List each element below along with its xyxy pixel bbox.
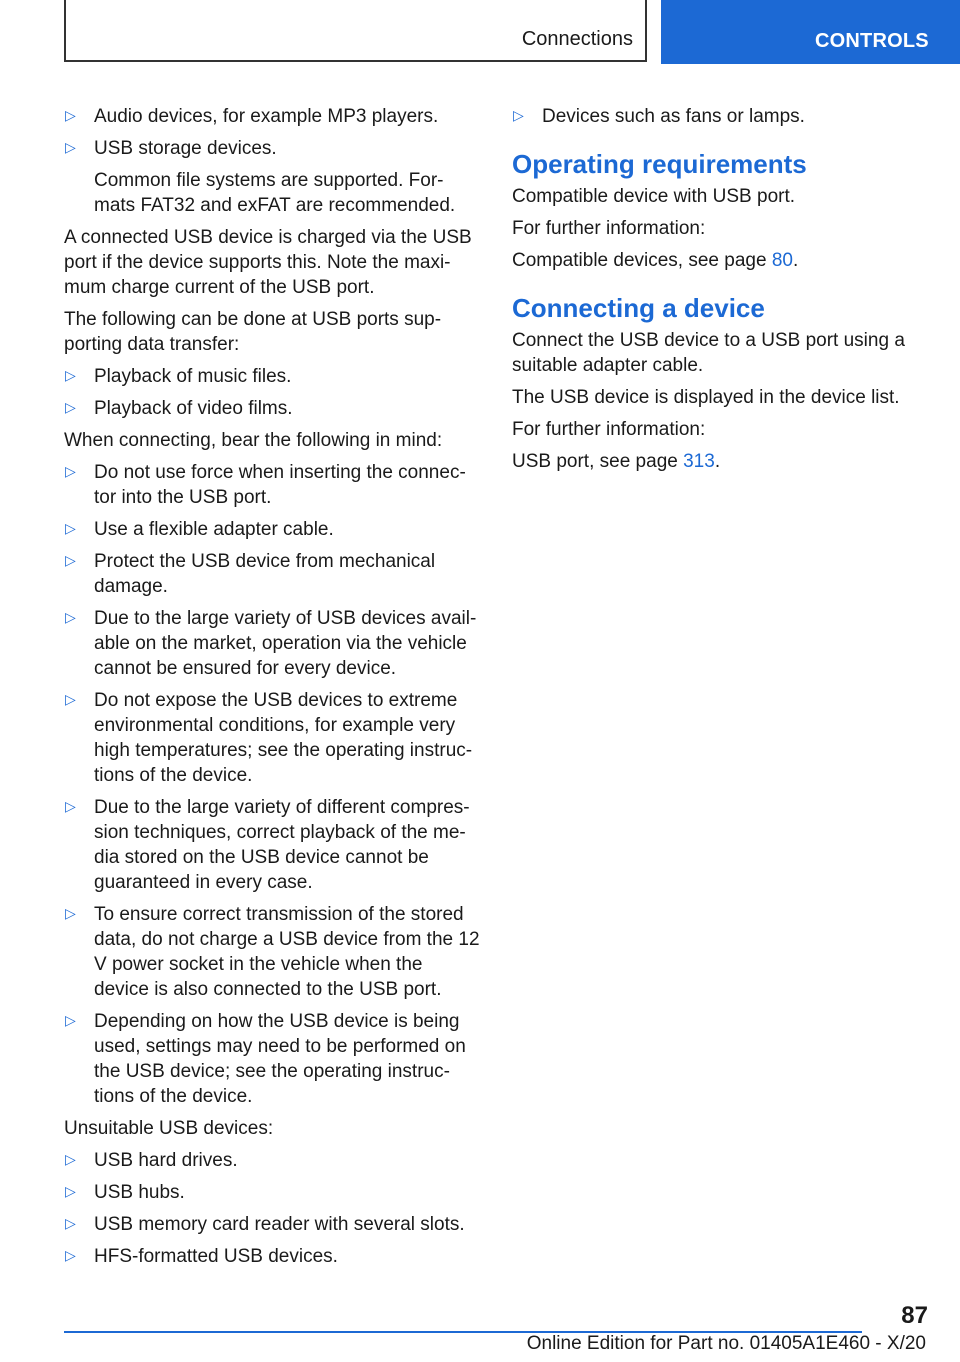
page-number: 87 bbox=[901, 1302, 928, 1329]
paragraph: The USB device is displayed in the device list. bbox=[512, 387, 900, 408]
cross-reference-text: USB port, see page bbox=[512, 451, 684, 472]
list-item-text: Due to the large variety of USB devices avail-able on the market, operation via the vehicle cannot be ensured for every device. bbox=[94, 608, 477, 679]
triangle-right-icon: ▷ bbox=[65, 692, 76, 708]
list-item bbox=[64, 460, 480, 510]
triangle-right-icon: ▷ bbox=[65, 1184, 76, 1200]
list-item bbox=[64, 902, 480, 1002]
triangle-right-icon: ▷ bbox=[65, 1152, 76, 1168]
list-item-text: Use a flexible adapter cable. bbox=[94, 519, 334, 540]
triangle-right-icon: ▷ bbox=[65, 610, 76, 626]
list-item-text: Do not use force when inserting the connec-tor into the USB port. bbox=[94, 462, 466, 508]
list-item-text: Playback of music files. bbox=[94, 366, 292, 387]
triangle-right-icon: ▷ bbox=[65, 400, 76, 416]
period: . bbox=[792, 250, 799, 271]
triangle-right-icon: ▷ bbox=[65, 368, 76, 384]
triangle-right-icon: ▷ bbox=[65, 553, 76, 569]
list-item-text: HFS-formatted USB devices. bbox=[94, 1246, 338, 1267]
triangle-right-icon: ▷ bbox=[65, 464, 76, 480]
list-item bbox=[64, 1212, 480, 1237]
list-item bbox=[64, 364, 480, 389]
footer-edition: Online Edition for Part no. 01405A1E460 - X/20 bbox=[526, 1333, 926, 1354]
header-section-box bbox=[64, 0, 647, 62]
period: . bbox=[714, 451, 721, 472]
list-item-text: Do not expose the USB devices to extreme environmental conditions, for example very high temperatures; see the operating instruc-tions of the device. bbox=[94, 690, 473, 786]
left-column bbox=[64, 104, 480, 1276]
triangle-right-icon: ▷ bbox=[65, 799, 76, 815]
paragraph: For further information: bbox=[512, 419, 706, 440]
page-link-313[interactable]: 313 bbox=[683, 451, 715, 472]
triangle-right-icon: ▷ bbox=[65, 1216, 76, 1232]
triangle-right-icon: ▷ bbox=[513, 108, 524, 124]
list-item bbox=[64, 1180, 480, 1205]
list-item-text: To ensure correct transmission of the stored data, do not charge a USB device from the 12 V power socket in the vehicle when the device is also connected to the USB port. bbox=[94, 904, 480, 1000]
paragraph bbox=[512, 248, 922, 273]
triangle-right-icon: ▷ bbox=[65, 1248, 76, 1264]
chapter-tab[interactable] bbox=[661, 0, 960, 64]
list-item bbox=[64, 1148, 480, 1173]
list-item bbox=[64, 688, 480, 788]
list-item bbox=[64, 517, 480, 542]
heading-connecting-a-device: Connecting a device bbox=[512, 293, 765, 323]
list-item-text: USB hubs. bbox=[94, 1182, 185, 1203]
list-item bbox=[64, 396, 480, 421]
paragraph: A connected USB device is charged via the USB port if the device supports this. Note the maxi-mum charge current of the USB port. bbox=[64, 227, 472, 298]
list-item bbox=[64, 549, 480, 599]
list-item-text: USB memory card reader with several slots. bbox=[94, 1214, 465, 1235]
list-item bbox=[64, 606, 480, 681]
triangle-right-icon: ▷ bbox=[65, 906, 76, 922]
list-item-text: USB hard drives. bbox=[94, 1150, 238, 1171]
right-column bbox=[512, 104, 922, 481]
section-title: Connections bbox=[521, 28, 633, 50]
triangle-right-icon: ▷ bbox=[65, 1013, 76, 1029]
list-item-text: USB storage devices. bbox=[94, 138, 277, 159]
list-item bbox=[512, 104, 922, 129]
list-item-text: Audio devices, for example MP3 players. bbox=[94, 106, 439, 127]
list-item-text: Playback of video films. bbox=[94, 398, 293, 419]
list-item bbox=[64, 136, 480, 218]
paragraph bbox=[512, 449, 922, 474]
triangle-right-icon: ▷ bbox=[65, 521, 76, 537]
triangle-right-icon: ▷ bbox=[65, 108, 76, 124]
triangle-right-icon: ▷ bbox=[65, 140, 76, 156]
page-link-80[interactable]: 80 bbox=[771, 250, 793, 271]
list-item bbox=[64, 1009, 480, 1109]
list-item bbox=[64, 104, 480, 129]
chapter-tab-label: CONTROLS bbox=[815, 30, 929, 52]
paragraph: Connect the USB device to a USB port using a suitable adapter cable. bbox=[512, 330, 905, 376]
list-item bbox=[64, 1244, 480, 1269]
paragraph: When connecting, bear the following in mind: bbox=[64, 430, 443, 451]
list-item-subtext: Common file systems are supported. For-mats FAT32 and exFAT are recommended. bbox=[94, 170, 456, 216]
paragraph: Compatible device with USB port. bbox=[512, 186, 796, 207]
list-item-text: Depending on how the USB device is being used, settings may need to be performed on the USB device; see the operating instruc-tions of the device. bbox=[94, 1011, 466, 1107]
list-item-text: Protect the USB device from mechanical damage. bbox=[94, 551, 436, 597]
list-item-text: Devices such as fans or lamps. bbox=[542, 106, 805, 127]
heading-operating-requirements: Operating requirements bbox=[512, 149, 807, 179]
list-item bbox=[64, 795, 480, 895]
paragraph: The following can be done at USB ports sup-porting data transfer: bbox=[64, 309, 442, 355]
paragraph: For further information: bbox=[512, 218, 706, 239]
paragraph: Unsuitable USB devices: bbox=[64, 1118, 274, 1139]
cross-reference-text: Compatible devices, see page bbox=[512, 250, 772, 271]
list-item-text: Due to the large variety of different compres-sion techniques, correct playback of the me-dia stored on the USB device cannot be guaranteed in every case. bbox=[94, 797, 470, 893]
